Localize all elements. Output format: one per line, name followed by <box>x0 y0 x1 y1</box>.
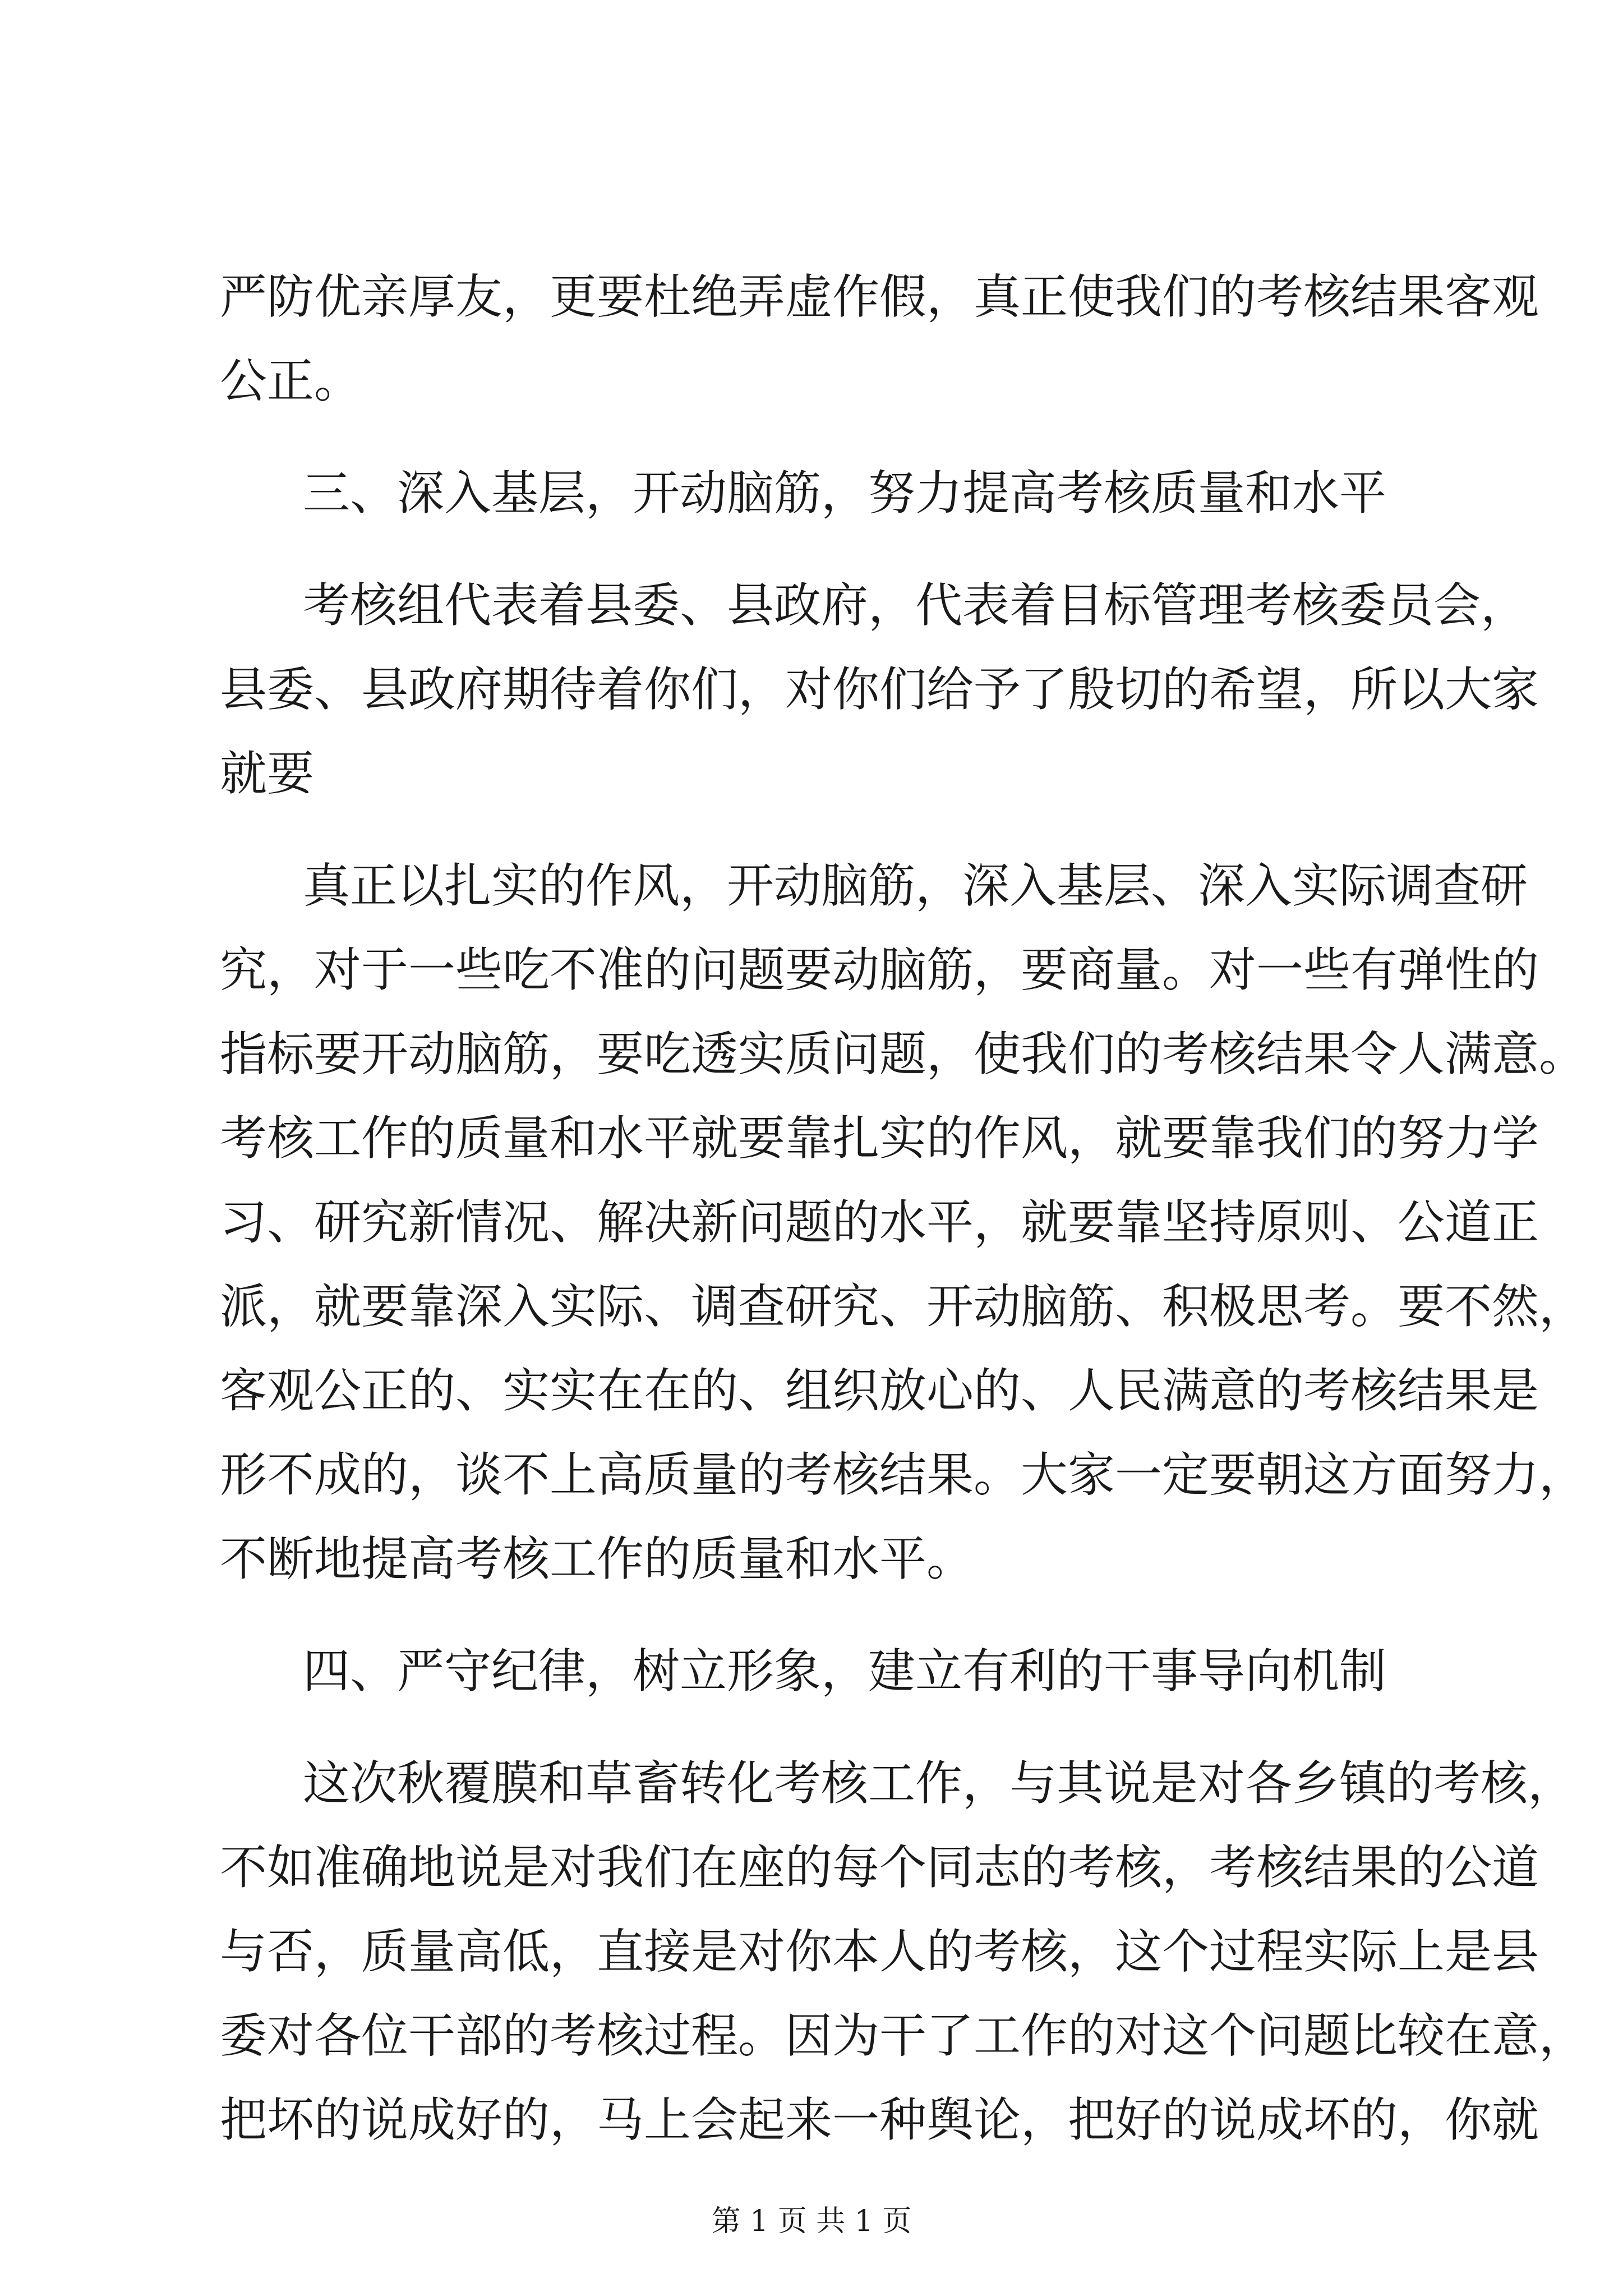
body-line: 习、研究新情况、解决新问题的水平，就要靠坚持原则、公道正 <box>220 1195 1539 1250</box>
body-line: 客观公正的、实实在在的、组织放心的、人民满意的考核结果是 <box>220 1363 1539 1418</box>
body-line: 考核工作的质量和水平就要靠扎实的作风，就要靠我们的努力学 <box>220 1111 1539 1166</box>
body-line: 与否，质量高低，直接是对你本人的考核，这个过程实际上是县 <box>220 1924 1539 1979</box>
body-line: 严防优亲厚友，更要杜绝弄虚作假，真正使我们的考核结果客观 <box>220 269 1539 324</box>
body-line: 把坏的说成好的，马上会起来一种舆论，把好的说成坏的，你就 <box>220 2092 1539 2147</box>
page-footer: 第 1 页 共 1 页 <box>711 2205 912 2238</box>
body-line: 委对各位干部的考核过程。因为干了工作的对这个问题比较在意， <box>220 2008 1587 2063</box>
section-heading: 四、严守纪律，树立形象，建立有利的干事导向机制 <box>303 1644 1387 1699</box>
body-line: 公正。 <box>220 353 362 408</box>
body-line: 究，对于一些吃不准的问题要动脑筋，要商量。对一些有弹性的 <box>220 942 1539 997</box>
body-line: 真正以扎实的作风，开动脑筋，深入基层、深入实际调查研 <box>303 858 1528 913</box>
section-heading: 三、深入基层，开动脑筋，努力提高考核质量和水平 <box>303 466 1387 521</box>
body-line: 县委、县政府期待着你们，对你们给予了殷切的希望，所以大家 <box>220 662 1539 717</box>
body-line: 不如准确地说是对我们在座的每个同志的考核，考核结果的公道 <box>220 1840 1539 1895</box>
body-line: 就要 <box>220 746 315 801</box>
body-line: 考核组代表着县委、县政府，代表着目标管理考核委员会， <box>303 578 1528 633</box>
body-line: 派，就要靠深入实际、调查研究、开动脑筋、积极思考。要不然， <box>220 1279 1587 1334</box>
body-line: 不断地提高考核工作的质量和水平。 <box>220 1531 974 1586</box>
body-line: 形不成的，谈不上高质量的考核结果。大家一定要朝这方面努力， <box>220 1447 1587 1502</box>
body-line: 指标要开动脑筋，要吃透实质问题，使我们的考核结果令人满意。 <box>220 1027 1587 1082</box>
body-line: 这次秋覆膜和草畜转化考核工作，与其说是对各乡镇的考核， <box>303 1756 1575 1811</box>
